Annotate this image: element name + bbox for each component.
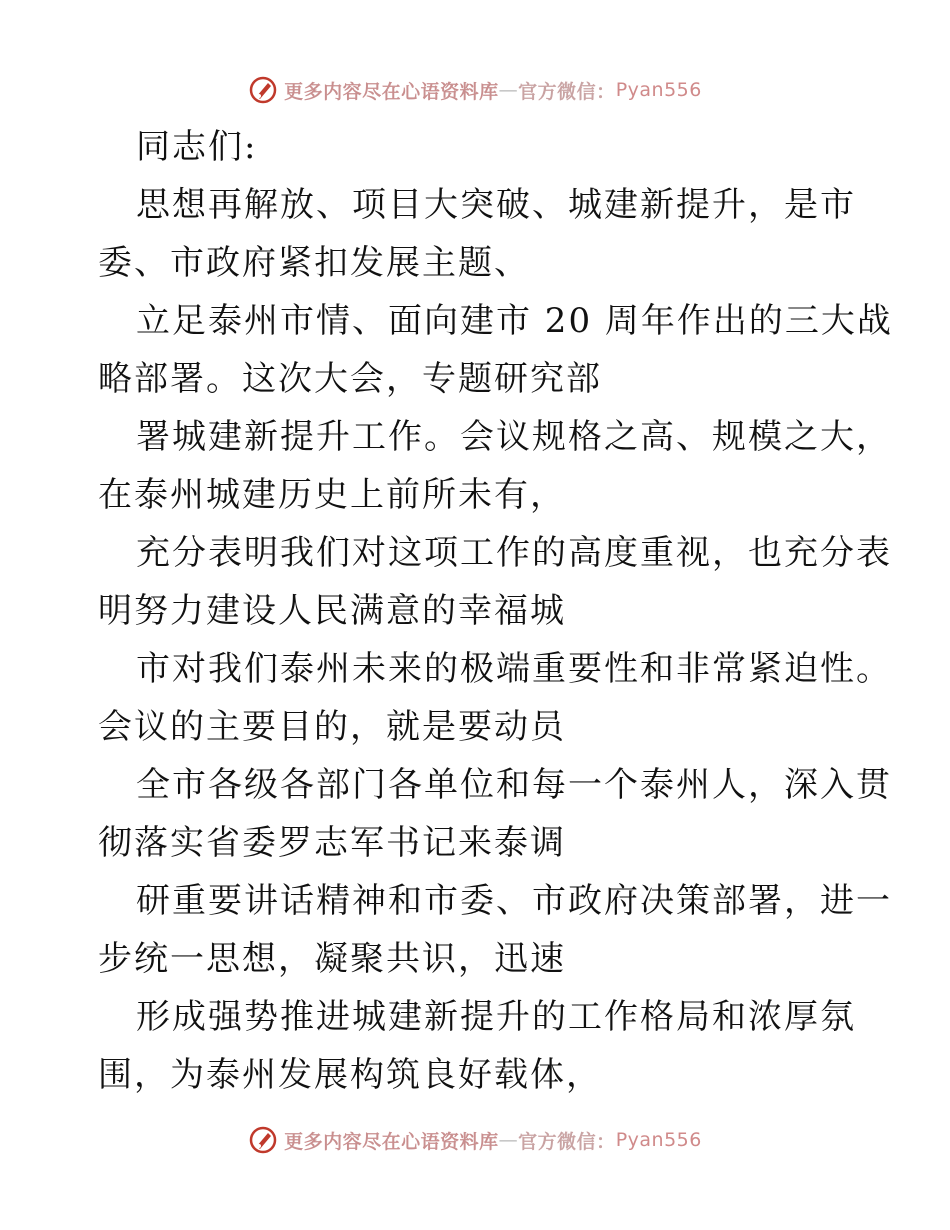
pen-logo-icon [248, 75, 278, 105]
watermark-official-label: 官方微信： [518, 1130, 616, 1153]
text-line: 在泰州城建历史上前所未有， [98, 475, 566, 515]
text-line: 围，为泰州发展构筑良好载体， [98, 1055, 602, 1095]
text-line: 研重要讲话精神和市委、市政府决策部署，进一 [136, 881, 892, 921]
text-line: 明努力建设人民满意的幸福城 [98, 591, 566, 631]
watermark-dash: — [498, 79, 519, 101]
watermark-brand-text: 更多内容尽在心语资料库 [284, 80, 499, 103]
text-line: 署城建新提升工作。会议规格之高、规模之大， [136, 417, 892, 457]
watermark-wechat-id: Pyan556 [615, 1129, 702, 1151]
text-line: 步统一思想，凝聚共识，迅速 [98, 939, 566, 979]
text-line: 全市各级各部门各单位和每一个泰州人，深入贯 [136, 765, 892, 805]
watermark-wechat-id: Pyan556 [615, 79, 702, 101]
text-line: 市对我们泰州未来的极端重要性和非常紧迫性。 [136, 649, 892, 689]
text-line: 会议的主要目的，就是要动员 [98, 707, 566, 747]
text-line: 充分表明我们对这项工作的高度重视，也充分表 [136, 533, 892, 573]
watermark-official-label: 官方微信： [518, 80, 616, 103]
text-line: 形成强势推进城建新提升的工作格局和浓厚氛 [136, 997, 856, 1037]
text-line: 立足泰州市情、面向建市 20 周年作出的三大战 [136, 301, 893, 341]
text-line: 彻落实省委罗志军书记来泰调 [98, 823, 566, 863]
watermark-brand-text: 更多内容尽在心语资料库 [284, 1130, 499, 1153]
header-watermark [0, 70, 950, 110]
text-line: 思想再解放、项目大突破、城建新提升，是市 [136, 185, 856, 225]
text-line: 略部署。这次大会，专题研究部 [98, 359, 602, 399]
footer-watermark [0, 1120, 950, 1160]
watermark-dash: — [498, 1129, 519, 1151]
text-line: 同志们: [136, 127, 258, 167]
text-line: 委、市政府紧扣发展主题、 [98, 243, 530, 283]
pen-logo-icon [248, 1125, 278, 1155]
